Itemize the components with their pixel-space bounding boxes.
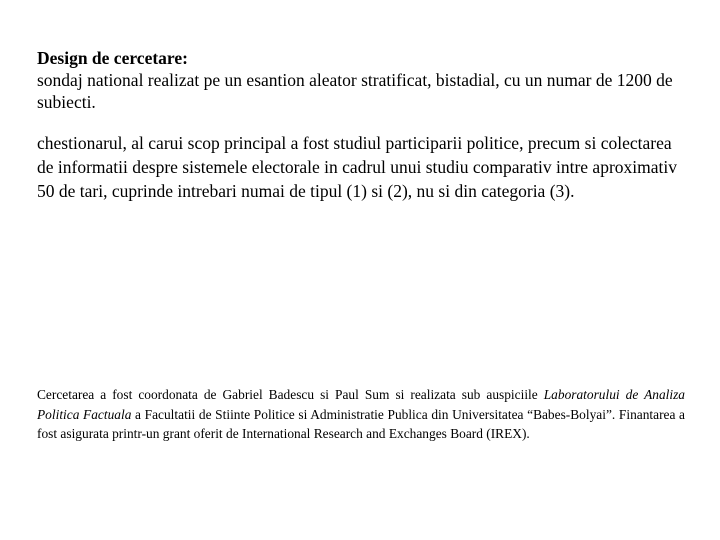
laboratory-name: Laboratorului de Analiza Politica Factuala [37,387,685,422]
credits-text-start: Cercetarea a fost coordonata de Gabriel Badescu si Paul Sum si realizata sub auspiciile [37,387,544,402]
questionnaire-paragraph: chestionarul, al carui scop principal a fost studiul participarii politice, precum si colectarea de informatii despre sistemele electorale in cadrul unui studiu comparativ intre aproximativ 50 de tari, cuprinde intrebari numai de tipul (1) si (2), nu si din categoria (3). [37,133,677,201]
research-design-section [37,47,685,113]
research-design-heading: Design de cercetare: [37,48,188,68]
credits-text-end: a Facultatii de Stiinte Politice si Administratie Publica din Universitatea “Babes-Bolyai”. Finantarea a fost asigurata printr-un grant oferit de International Research and Exchanges Board (IREX). [37,406,686,441]
credits-paragraph [37,385,685,444]
research-design-description: sondaj national realizat pe un esantion aleator stratificat, bistadial, cu un numar de 1200 de subiecti. [37,70,673,112]
